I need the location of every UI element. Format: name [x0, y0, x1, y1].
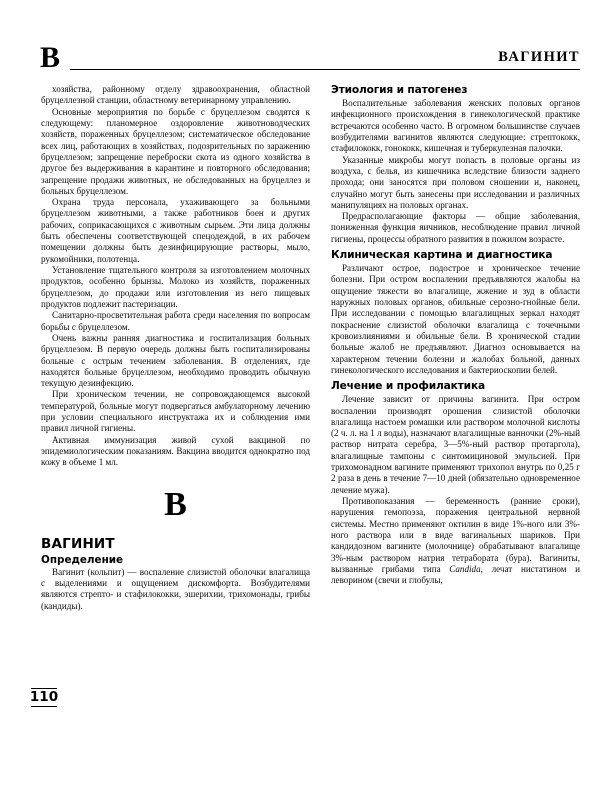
running-head [40, 41, 580, 77]
paragraph: Активная иммунизация живой сухой вакциной по эпидемиологическим показаниям. Вакцина вводится однократно под кожу в объеме 1 мл. [41, 434, 310, 468]
paragraph-definition: Вагинит (кольпит) — воспаление слизистой оболочки влагалища с выделениями и ощущением дискомфорта. Возбудителями являются стрепто- и стафилококки, эшерихии, трихомонады, грибы (кандиды). [41, 566, 310, 611]
page-number: 110 [29, 689, 59, 705]
entry-title: ВАГИНИТ [41, 535, 115, 552]
right-column [331, 84, 580, 587]
paragraph: Предрасполагающие факторы — общие заболевания, пониженная функция яичников, несоблюдение правил личной гигиены, процессы обратного развития в пожилом возрасте. [331, 211, 580, 244]
paragraph: Лечение зависит от причины вагинита. При остром воспалении производят орошения слизистой оболочки влагалища настоем ромашки или раствором молочной кислоты (2 ч. л. на 1 л воды), назначают влагалищные ванночки (2%-ный раствор нитрата серебра, 3—5%-ный раствор протаргола), влагалищные тампоны с синтомициновой эмульсией. При трихомонадном вагините применяют трихопол внутрь по 0,25 г 2 раза в день в течение 7—10 дней (обязательно одновременное лечение мужа). [331, 394, 580, 495]
paragraph: Очень важны ранняя диагностика и госпитализация больных бруцеллезом. В первую очередь должны быть госпитализированы больные с острым течением заболевания. В отделениях, где находятся больные бруцеллезом, необходимо проводить обычную текущую дезинфекцию. [41, 332, 310, 389]
section-letter-heading: В [164, 485, 187, 523]
running-head-letter: В [40, 41, 61, 74]
paragraph: Указанные микробы могут попасть в половые органы из воздуха, с белья, из кишечника вследствие близости заднего прохода; они заносятся при половом сношении и, наконец, случайно могут быть занесены при исследовании и различных манипуляциях на половых органах. [331, 154, 580, 210]
folio-rule-bottom [31, 706, 57, 707]
section-heading-etiology: Этиология и патогенез [331, 84, 468, 96]
running-head-title: ВАГИНИТ [498, 49, 580, 65]
paragraph: Различают острое, подострое и хроническое течение болезни. При остром воспалении предъявляются жалобы на ощущение тяжести во влагалище, жжение и зуд в области наружных половых органов, обильные серозно-гнойные бели. При исследовании с помощью влагалищных зеркал находят покраснение слизистой оболочки влагалища с точечными кровоизлияниями и обильные бели. В хронической стадии больные жалоб не предъявляют. Диагноз основывается на характерном течении болезни и жалобах больной, данных гинекологического исследования и бактериоскопии белей. [331, 263, 580, 375]
paragraph: Воспалительные заболевания женских половых органов инфекционного происхождения в гинекологической практике встречаются особенно часто. В огромном большинстве случаев возбудителями вагинитов являются следующие: стрептококк, стафилококк, гонококк, кишечная и туберкулезная палочки. [331, 98, 580, 154]
left-column [41, 84, 310, 612]
paragraph: Основные мероприятия по борьбе с бруцеллезом сводятся к следующему: планомерное оздоровление животноводческих хозяйств, пораженных бруцеллезом; систематическое обследование всех лиц, работающих в хозяйствах, подозрительных по заражению бруцеллезом; запрещение переброски скота из одного хозяйства в другое без выдерживания в карантине и повторного обследования; запрещение продажи животных, не обследованных на бруцеллез и больных бруцеллезом. [41, 106, 310, 196]
paragraph: хозяйства, районному отделу здравоохранения, областной бруцеллезной станции, областному ветеринарному управлению. [41, 84, 310, 106]
scientific-name: Candida [449, 563, 481, 574]
section-heading-treatment: Лечение и профилактика [331, 380, 485, 393]
paragraph: Установление тщательного контроля за изготовлением молочных продуктов, особенно брынзы. Молоко из хозяйств, пораженных бруцеллезом, до продажи или изготовления из него пищевых продуктов подлежит пастеризации. [41, 265, 310, 309]
paragraph: Санитарно-просветительная работа среди населения по вопросам борьбы с бруцеллезом. [41, 310, 310, 332]
section-heading-clinical: Клиническая картина и диагностика [331, 249, 553, 262]
subsection-heading-definition: Определение [41, 553, 124, 566]
header-divider [70, 69, 580, 70]
paragraph-candida: Противопоказания — беременность (ранние сроки), нарушения гемопоэза, поражения центральной нервной системы. Местно применяют октилин в виде 1%-ного или 3%-ного раствора или в виде вагинальных шариков. При кандидозном вагините (молочнице) обрабатывают влагалище 3%-ным раствором натрия тетрабората (бура). Вагиниты, вызванные грибами типа Candida, лечат нистатином и леворином (свечи и глобулы, [331, 496, 580, 586]
paragraph: Охрана труда персонала, ухаживающего за больными бруцеллезом животными, а также работников боен и других рабочих, соприкасающихся с животным сырьем. Эти лица должны быть обеспечены соответствующей спецодеждой, в их рабочем помещении должны быть дезинфицирующие растворы, мыло, рукомойники, полотенца. [41, 197, 310, 264]
page-number-block [24, 688, 64, 707]
paragraph: При хроническом течении, не сопровождающемся высокой температурой, больные могут подвергаться амбулаторному лечению при условии специального инструктажа их и соблюдения ими правил личной гигиены. [41, 389, 310, 434]
